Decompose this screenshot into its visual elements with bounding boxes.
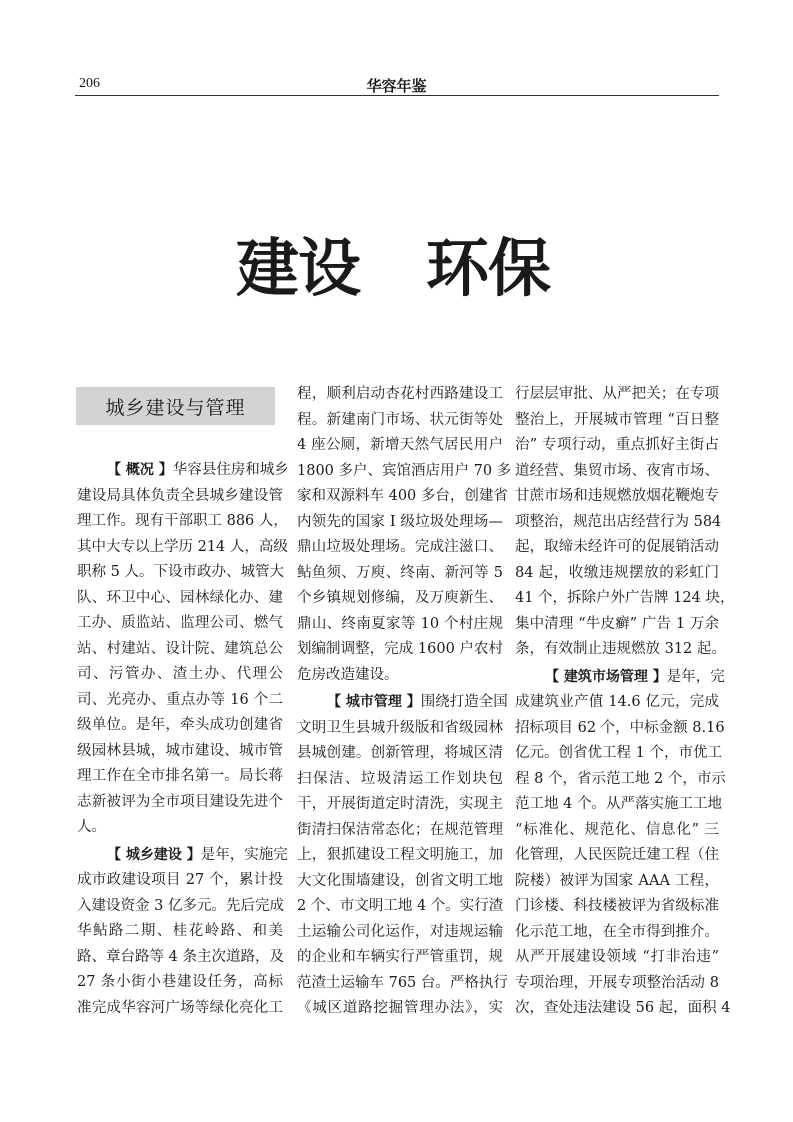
line-text: 级园林县城，城市建设、城市管	[77, 742, 283, 759]
text-line	[515, 586, 735, 612]
text-line	[297, 484, 508, 510]
text-line	[77, 458, 289, 484]
line-text: 范渣土运输车 765 台。严格执行	[297, 974, 508, 991]
line-text: 扫保洁、垃圾清运工作划块包	[297, 770, 503, 787]
line-text: 27 条小街小巷建设任务，高标	[77, 974, 283, 990]
line-text: 程。新建南门市场、状元街等处	[297, 411, 503, 428]
line-text: 从严开展建设领域 “打非治违”	[515, 949, 719, 965]
text-line	[77, 535, 288, 561]
text-line	[77, 484, 283, 510]
line-text: 干，开展街道定时清洗，实现主	[297, 796, 503, 812]
line-text: 司、污管办、渣土办、代理公	[77, 666, 283, 682]
line-text: “标准化、规范化、信息化” 三	[515, 821, 719, 838]
text-line	[297, 792, 503, 818]
line-text: 职称 5 人。下设市政办、城管大	[77, 564, 284, 580]
line-text: 其中大专以上学历 214 人，高级	[77, 538, 288, 555]
line-text: 化示范工地，在全市得到推介。	[515, 923, 719, 940]
section-heading: 城乡建设与管理	[76, 387, 275, 425]
text-line	[297, 637, 503, 663]
line-text: 文明卫生县城升级版和省级园林	[297, 719, 503, 736]
text-line	[297, 945, 503, 971]
paragraph-label: 【 概况 】	[107, 462, 173, 478]
text-line	[515, 382, 719, 408]
line-text: 划编制调整，完成 1600 户农村	[297, 641, 503, 657]
chapter-title-word: 环保	[426, 231, 550, 305]
line-text: 成建筑业产值 14.6 亿元，完成	[515, 694, 719, 710]
text-line	[77, 970, 283, 996]
text-line	[297, 869, 503, 895]
text-line	[77, 713, 283, 739]
line-text: 门诊楼、科技楼被评为省级标准	[515, 898, 719, 914]
line-text: 级单位。是年，牵头成功创建省	[77, 717, 283, 733]
text-line	[515, 843, 719, 869]
line-text: 县城创建。创新管理，将城区清	[297, 745, 503, 761]
line-text: 街清扫保洁常态化；在规范管理	[297, 821, 503, 838]
text-line	[297, 920, 503, 946]
text-line	[515, 894, 719, 920]
line-text: 华鲇路二期、桂花岭路、和美	[77, 923, 283, 939]
text-line	[297, 459, 512, 485]
paragraph-label: 【 城乡建设 】	[107, 846, 201, 863]
line-text: 专项治理，开展专项整治活动 8	[515, 974, 719, 991]
line-text: 招标项目 62 个，中标金额 8.16	[515, 719, 725, 736]
line-text: 站、村建站、设计院、建筑总公	[77, 640, 283, 657]
text-line	[77, 611, 283, 637]
line-text: 工办、质监站、监理公司、燃气	[77, 615, 283, 631]
text-line	[77, 919, 283, 945]
text-line	[297, 741, 503, 767]
text-line	[77, 945, 283, 971]
text-line	[77, 509, 288, 535]
line-text: 大文化围墙建设，创省文明工地	[297, 872, 503, 889]
text-line	[297, 767, 503, 793]
text-line	[77, 637, 283, 663]
text-line	[297, 690, 508, 716]
line-text: 院楼）被评为国家 AAA 工程，	[515, 872, 719, 889]
line-text: 鼎山、终南夏家等 10 个村庄规	[297, 615, 503, 632]
text-line	[297, 663, 503, 689]
text-line	[77, 996, 283, 1022]
text-line	[515, 665, 725, 691]
text-line	[515, 971, 719, 997]
header-divider	[75, 95, 719, 96]
text-line	[77, 560, 283, 586]
line-text: 行层层审批、从严把关；在专项	[515, 386, 719, 402]
running-title: 华容年鉴	[366, 77, 427, 95]
text-line	[77, 868, 283, 894]
text-line	[297, 612, 503, 638]
line-text: 是年，实施完	[200, 846, 288, 863]
line-text: 建设局具体负责全县城乡建设管	[77, 487, 283, 504]
line-text: 鲇鱼须、万庾、终南、新河等 5	[297, 564, 503, 581]
text-line	[515, 716, 725, 742]
line-text: 家和双源料车 400 多台，创建省	[297, 488, 508, 504]
line-text: 《城区道路挖掘管理办法》，实	[297, 1000, 503, 1016]
text-line	[297, 408, 503, 434]
text-line	[297, 716, 503, 742]
text-line	[515, 484, 719, 510]
line-text: 程，顺利启动杏花村西路建设工	[297, 386, 503, 402]
chapter-title	[236, 226, 550, 310]
paragraph-label: 【 建筑市场管理 】	[545, 668, 667, 685]
text-line	[515, 433, 719, 459]
line-text: 华容县住房和城乡	[172, 462, 289, 478]
text-line	[297, 433, 503, 459]
line-text: 上，狠抓建设工程文明施工，加	[297, 847, 503, 863]
text-line	[297, 894, 503, 920]
text-line	[297, 586, 503, 612]
text-line	[515, 869, 719, 895]
paragraph-label: 【 城市管理 】	[327, 694, 421, 710]
line-text: 41 个，拆除户外广告牌 124 块，	[515, 590, 735, 606]
text-line	[297, 843, 503, 869]
text-line	[297, 535, 503, 561]
text-line	[297, 971, 508, 997]
chapter-title-word: 建设	[236, 231, 360, 305]
line-text: 内领先的国家 I 级垃圾处理场—	[297, 513, 503, 530]
line-text: 1800 多户、宾馆酒店用户 70 多	[297, 462, 512, 479]
text-line	[297, 510, 503, 536]
line-text: 个乡镇规划修编，及万庾新生、	[297, 590, 503, 606]
line-text: 项整治，规范出店经营行为 584	[515, 513, 722, 530]
line-text: 次，查处违法建设 56 起，面积 4	[515, 1000, 731, 1016]
line-text: 亿元。创省优工程 1 个，市优工	[515, 745, 722, 761]
text-column-2	[297, 382, 512, 1022]
text-line	[77, 894, 283, 920]
line-text: 4 座公厕，新增天然气居民用户	[297, 437, 503, 453]
text-line	[77, 764, 283, 790]
text-line	[77, 843, 288, 869]
line-text: 起，取缔未经许可的促展销活动	[515, 539, 719, 555]
line-text: 2 个、市文明工地 4 个。实行渣	[297, 898, 504, 914]
line-text: 集中清理 “牛皮癣” 广告 1 万余	[515, 615, 719, 632]
text-line	[297, 996, 503, 1022]
line-text: 84 起，收缴违规摆放的彩虹门	[515, 564, 719, 581]
text-line	[515, 408, 719, 434]
text-line	[77, 815, 283, 841]
text-line	[515, 996, 731, 1022]
text-line	[515, 945, 719, 971]
line-text: 鼎山垃圾处理场。完成注滋口、	[297, 539, 503, 555]
text-line	[297, 561, 503, 587]
line-text: 化管理，人民医院迁建工程（住	[515, 847, 719, 863]
text-line	[515, 920, 719, 946]
line-text: 志新被评为全市项目建设先进个	[77, 793, 283, 810]
line-text: 是年，完	[666, 668, 725, 685]
text-line	[515, 459, 719, 485]
line-text: 危房改造建设。	[297, 666, 399, 683]
line-text: 人。	[77, 819, 106, 835]
line-text: 司、光亮办、重点办等 16 个二	[77, 691, 283, 708]
text-line	[515, 767, 726, 793]
text-line	[297, 382, 503, 408]
line-text: 理工作在全市排名第一。局长蒋	[77, 768, 283, 784]
line-text: 整治上，开展城市管理 “百日整	[515, 411, 719, 428]
line-text: 围绕打造全国	[420, 694, 508, 710]
line-text: 理工作。现有干部职工 886 人，	[77, 513, 288, 529]
line-text: 路、章台路等 4 条主次道路，及	[77, 948, 284, 965]
line-text: 入建设资金 3 亿多元。先后完成	[77, 897, 284, 914]
text-line	[297, 818, 503, 844]
line-text: 土运输公司化运作，对违规运输	[297, 923, 503, 940]
page-number: 206	[79, 76, 100, 91]
line-text: 准完成华容河广场等绿化亮化工	[77, 999, 283, 1016]
text-line	[77, 586, 283, 612]
line-text: 成市政建设项目 27 个，累计投	[77, 872, 283, 888]
text-line	[515, 741, 722, 767]
text-line	[515, 818, 719, 844]
text-line	[515, 561, 719, 587]
line-text: 治” 专项行动，重点抓好主街占	[515, 437, 719, 453]
line-text: 道经营、集贸市场、夜宵市场、	[515, 462, 719, 479]
text-line	[515, 637, 726, 663]
text-line	[515, 690, 719, 716]
line-text: 的企业和车辆实行严管重罚，规	[297, 949, 503, 965]
text-line	[77, 790, 283, 816]
text-line	[77, 739, 283, 765]
text-line	[515, 612, 719, 638]
text-line	[77, 688, 283, 714]
text-column-3	[515, 382, 735, 1022]
text-column-1	[77, 458, 289, 1021]
text-line	[77, 662, 283, 688]
line-text: 条，有效制止违规燃放 312 起。	[515, 641, 726, 657]
line-text: 程 8 个，省示范工地 2 个，市示	[515, 770, 726, 787]
line-text: 范工地 4 个。从严落实施工工地	[515, 796, 722, 812]
text-line	[515, 510, 722, 536]
line-text: 队、环卫中心、园林绿化办、建	[77, 589, 283, 606]
line-text: 甘蔗市场和违规燃放烟花鞭炮专	[515, 488, 719, 504]
text-line	[515, 792, 722, 818]
text-line	[515, 535, 719, 561]
